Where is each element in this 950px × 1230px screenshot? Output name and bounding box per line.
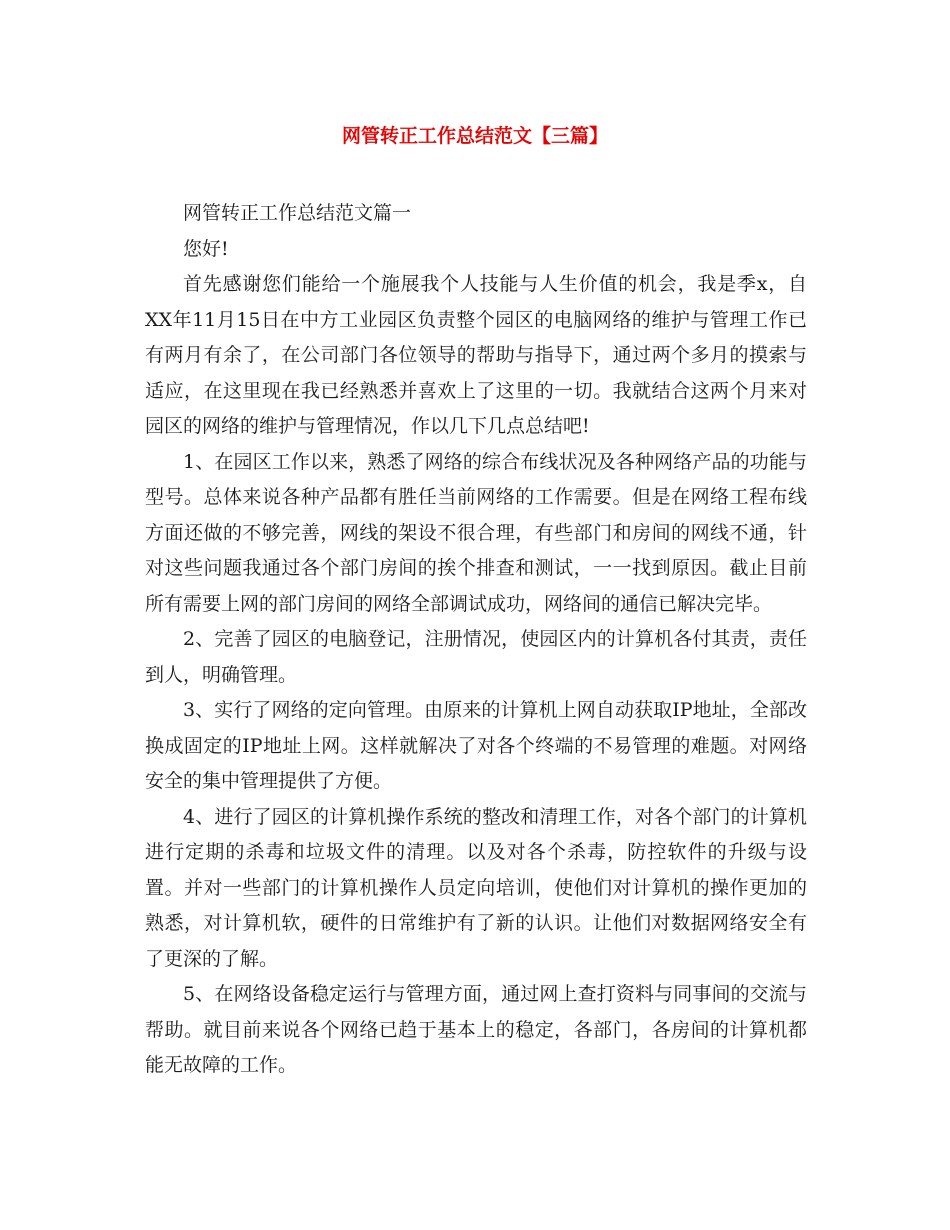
paragraph-item-5: 5、在网络设备稳定运行与管理方面，通过网上查打资料与同事间的交流与帮助。就目前来说各个网络已趋于基本上的稳定，各部门，各房间的计算机都能无故障的工作。 — [145, 983, 807, 1076]
paragraph-item-2: 2、完善了园区的电脑登记，注册情况，使园区内的计算机各付其责，责任到人，明确管理。 — [145, 628, 807, 686]
greeting: 您好! — [183, 237, 229, 260]
document-title: 网管转正工作总结范文【三篇】 — [341, 125, 608, 147]
paragraph-item-1: 1、在园区工作以来，熟悉了网络的综合布线状况及各种网络产品的功能与型号。总体来说各种产品都有胜任当前网络的工作需要。但是在网络工程布线方面还做的不够完善，网线的架设不很合理，有些部门和房间的网线不通，针对这些问题我通过各个部门房间的挨个排查和测试，一一找到原因。截止目前所有需要上网的部门房间的网络全部调试成功，网络间的通信已解决完毕。 — [145, 450, 807, 615]
paragraph-intro: 首先感谢您们能给一个施展我个人技能与人生价值的机会，我是季x，自XX年11月15日在中方工业园区负责整个园区的电脑网络的维护与管理工作已有两月有余了，在公司部门各位领导的帮助与指导下，通过两个多月的摸索与适应，在这里现在我已经熟悉并喜欢上了这里的一切。我就结合这两个月来对园区的网络的维护与管理情况，作以几下几点总结吧! — [145, 273, 807, 437]
paragraph-item-3: 3、实行了网络的定向管理。由原来的计算机上网自动获取IP地址，全部改换成固定的IP地址上网。这样就解决了对各个终端的不易管理的难题。对网络安全的集中管理提供了方便。 — [145, 699, 807, 792]
section-heading: 网管转正工作总结范文篇一 — [183, 202, 412, 224]
paragraph-item-4: 4、进行了园区的计算机操作系统的整改和清理工作，对各个部门的计算机进行定期的杀毒和垃圾文件的清理。以及对各个杀毒，防控软件的升级与设置。并对一些部门的计算机操作人员定向培训，使他们对计算机的操作更加的熟悉，对计算机软，硬件的日常维护有了新的认识。让他们对数据网络安全有了更深的了解。 — [145, 805, 807, 970]
document-body — [145, 196, 807, 1084]
